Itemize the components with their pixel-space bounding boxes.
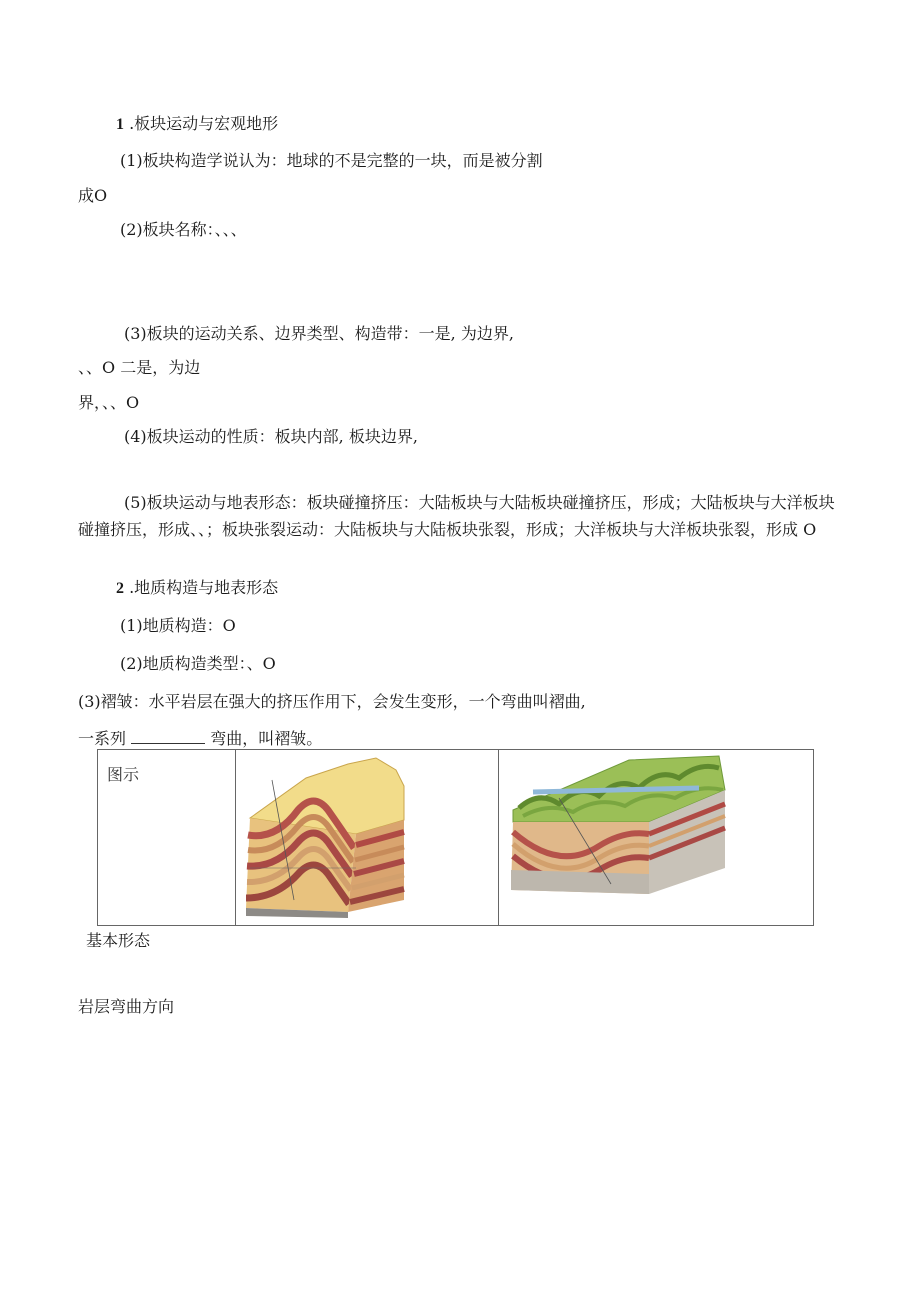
syncline-image-cell <box>499 750 814 926</box>
s1-item3-line2: 、、O 二是，为边 <box>78 358 201 377</box>
table-label-cell <box>98 750 236 926</box>
s2-item3-line1: (3)褶皱：水平岩层在强大的挤压作用下，会发生变形，一个弯曲叫褶曲, <box>78 692 586 711</box>
section2-number: 2 <box>116 580 124 597</box>
s2-item3-post: 弯曲，叫褶皱。 <box>210 729 323 748</box>
s1-item5: (5)板块运动与地表形态：板块碰撞挤压：大陆板块与大陆板块碰撞挤压，形成；大陆板块与大洋板块碰撞挤压，形成、、；板块张裂运动：大陆板块与大陆板块张裂，形成；大洋板块与大洋板块张裂，形成 O <box>78 493 835 539</box>
fold-diagram-table <box>97 749 814 926</box>
row-bending-direction: 岩层弯曲方向 <box>78 997 175 1016</box>
s1-item4: (4)板块运动的性质：板块内部, 板块边界, <box>124 427 418 446</box>
section1-title: .板块运动与宏观地形 <box>129 114 279 133</box>
section1-heading <box>116 114 278 135</box>
s2-item3-pre: 一系列 <box>78 729 127 748</box>
s2-item1: (1)地质构造：O <box>120 616 236 635</box>
section2-heading <box>116 578 278 599</box>
s1-item1-line2: 成O <box>78 186 108 205</box>
s1-item3-line1: (3)板块的运动关系、边界类型、构造带：一是, 为边界, <box>124 324 514 343</box>
s2-item2: (2)地质构造类型：、O <box>120 654 276 673</box>
fill-in-blank[interactable] <box>131 727 205 744</box>
table-label: 图示 <box>107 765 140 784</box>
section1-number: 1 <box>116 116 124 133</box>
syncline-illustration <box>499 750 813 921</box>
anticline-illustration <box>236 750 498 921</box>
s1-item2: (2)板块名称：、、、 <box>120 220 247 239</box>
section2-title: .地质构造与地表形态 <box>129 578 279 597</box>
s1-item1-line1: (1)板块构造学说认为：地球的不是完整的一块，而是被分割 <box>120 151 543 170</box>
s1-item3-line3: 界，、、O <box>78 393 140 412</box>
s2-item3-line2 <box>78 727 322 749</box>
row-basic-form: 基本形态 <box>86 931 151 950</box>
anticline-image-cell <box>236 750 499 926</box>
